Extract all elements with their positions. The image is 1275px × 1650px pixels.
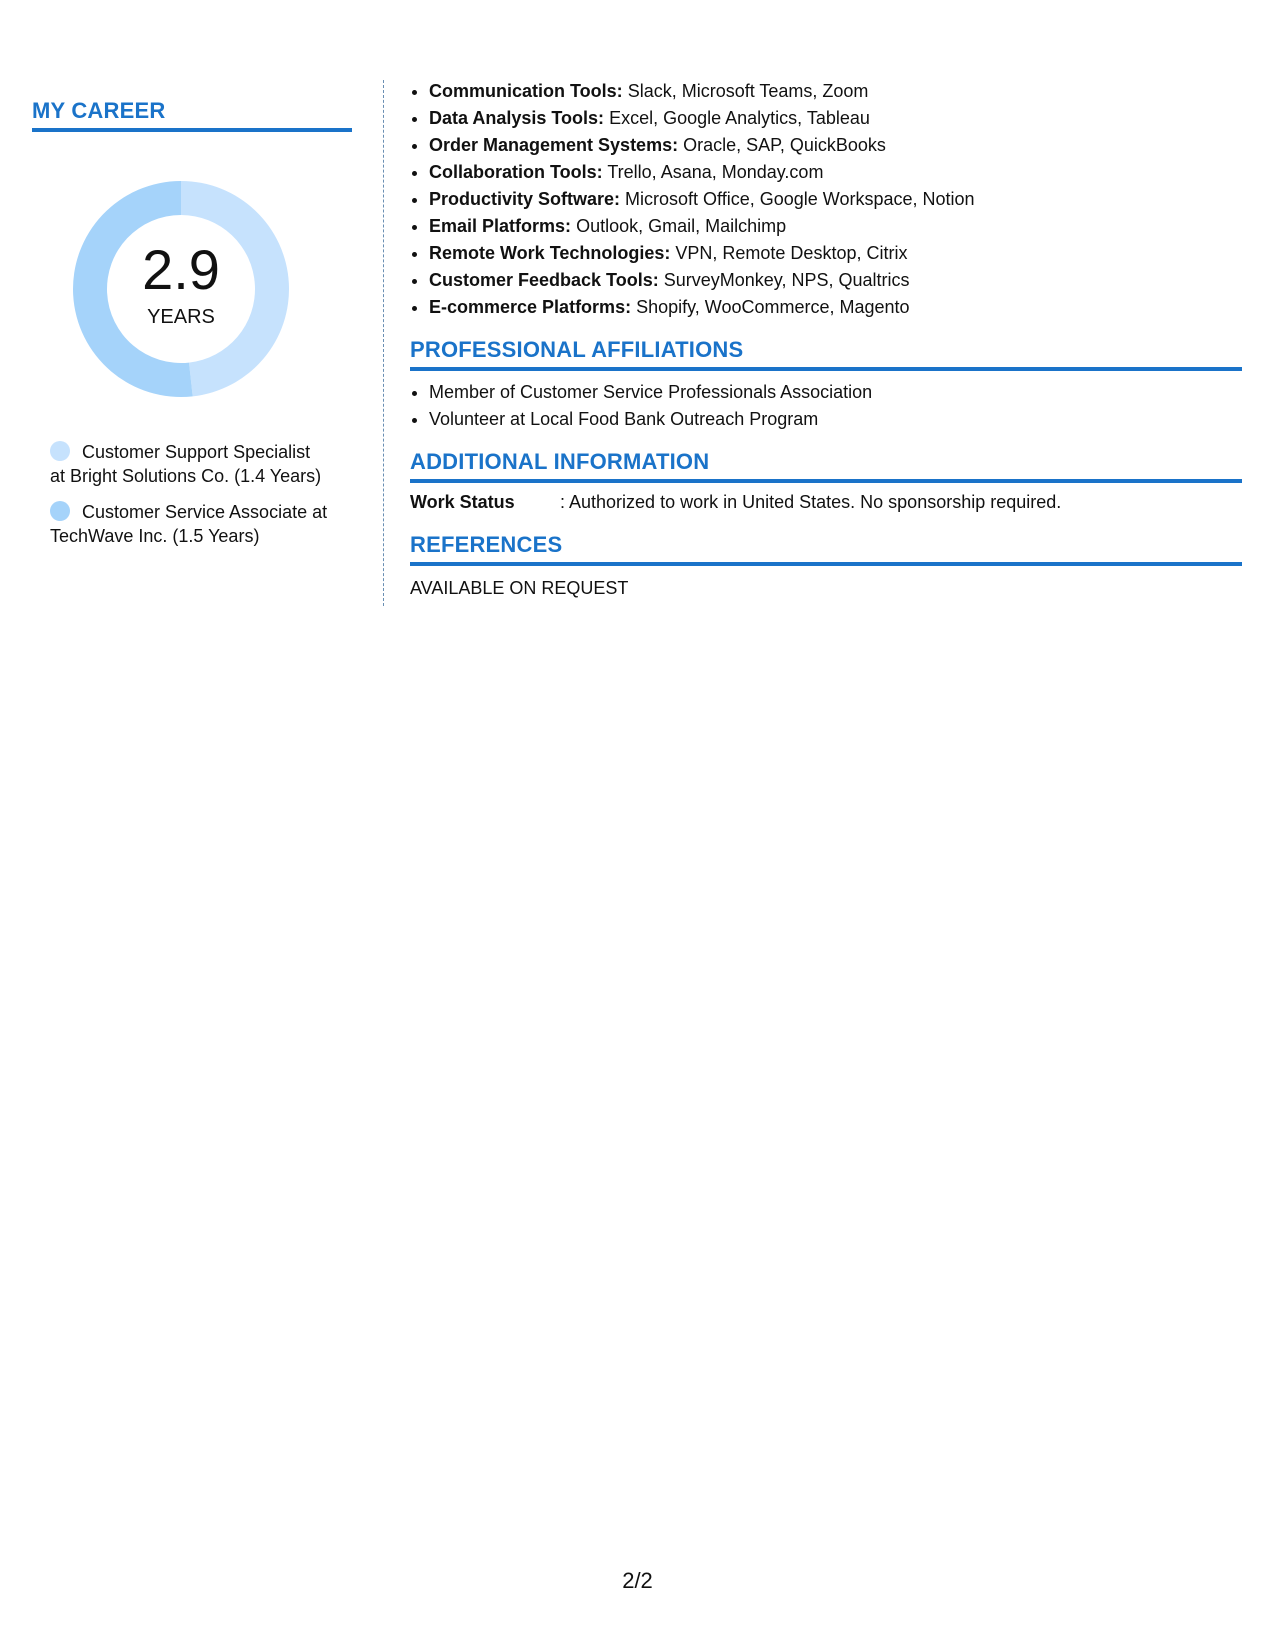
skill-values: SurveyMonkey, NPS, Qualtrics: [663, 270, 910, 290]
left-column: [32, 78, 352, 560]
career-total-years: 2.9: [142, 238, 220, 301]
skill-category: Email Platforms:: [429, 216, 572, 236]
skill-category: Customer Feedback Tools:: [429, 270, 659, 290]
list-item: [429, 78, 1242, 105]
legend-swatch-0: [50, 441, 70, 461]
legend-item: [50, 440, 330, 488]
skill-category: Communication Tools:: [429, 81, 623, 101]
skill-values: VPN, Remote Desktop, Citrix: [675, 243, 908, 263]
list-item: [429, 105, 1242, 132]
page-number: 2/2: [622, 1568, 653, 1593]
list-item: [429, 132, 1242, 159]
skill-values: Slack, Microsoft Teams, Zoom: [627, 81, 869, 101]
legend-swatch-1: [50, 501, 70, 521]
references-text: AVAILABLE ON REQUEST: [410, 578, 629, 598]
work-status-value: : Authorized to work in United States. No sponsorship required.: [560, 492, 1062, 512]
skill-values: Microsoft Office, Google Workspace, Notion: [625, 189, 975, 209]
skill-values: Trello, Asana, Monday.com: [607, 162, 824, 182]
list-item: [429, 186, 1242, 213]
skill-category: Remote Work Technologies:: [429, 243, 671, 263]
affiliations-title: PROFESSIONAL AFFILIATIONS: [410, 337, 1242, 371]
list-item: [429, 294, 1242, 321]
career-legend: [50, 440, 330, 548]
skill-values: Shopify, WooCommerce, Magento: [636, 297, 910, 317]
skill-values: Outlook, Gmail, Mailchimp: [576, 216, 787, 236]
work-status-row: [410, 489, 1242, 516]
list-item: • Member of Customer Service Professionals Association: [429, 379, 1242, 406]
career-total-unit: YEARS: [147, 306, 215, 328]
list-item: [429, 240, 1242, 267]
legend-label: Customer Support Specialist at Bright Solutions Co. (1.4 Years): [50, 442, 322, 486]
career-donut-chart: [66, 174, 296, 404]
skill-category: Order Management Systems:: [429, 135, 679, 155]
affiliations-list: [410, 379, 1242, 433]
legend-item: [50, 500, 330, 548]
additional-info-title: ADDITIONAL INFORMATION: [410, 449, 1242, 483]
skill-category: E-commerce Platforms:: [429, 297, 632, 317]
list-item: [429, 213, 1242, 240]
list-item: [429, 159, 1242, 186]
skill-category: Collaboration Tools:: [429, 162, 603, 182]
work-status-label: Work Status: [410, 492, 515, 512]
column-divider: [383, 80, 384, 606]
skill-values: Oracle, SAP, QuickBooks: [683, 135, 886, 155]
right-column: [410, 78, 1242, 602]
list-item: [429, 267, 1242, 294]
skill-category: Productivity Software:: [429, 189, 621, 209]
skill-values: Excel, Google Analytics, Tableau: [609, 108, 870, 128]
skills-list: [410, 78, 1242, 321]
legend-label: Customer Service Associate at TechWave Inc. (1.5 Years): [50, 502, 328, 546]
list-item: • Volunteer at Local Food Bank Outreach Program: [429, 406, 1242, 433]
skill-category: Data Analysis Tools:: [429, 108, 605, 128]
references-title: REFERENCES: [410, 532, 1242, 566]
career-title: MY CAREER: [32, 98, 352, 132]
